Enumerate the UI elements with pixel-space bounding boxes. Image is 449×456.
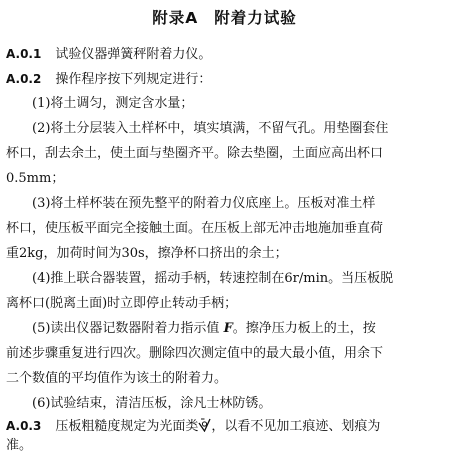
step-4-line-1: (4)推上联合器装置，摇动手柄，转速控制在6r/min。当压板脱 xyxy=(32,271,394,286)
clause-number: A.0.2 xyxy=(6,72,42,86)
clause-text: 试验仪器弹簧秤附着力仪。 xyxy=(55,47,212,62)
clause-number: A.0.3 xyxy=(6,419,42,433)
clause-text-after: ，以看不见加工痕迹、划痕为 xyxy=(211,419,381,434)
step-2-line-2: 杯口，刮去余土，使土面与垫圈齐平。除去垫圈，土面应高出杯口 xyxy=(6,146,384,161)
surface-roughness-icon xyxy=(198,418,211,432)
step-5-line-2: 前述步骤重复进行四次。删除四次测定值中的最大最小值，用余下 xyxy=(6,346,384,361)
step-1: (1)将土调匀，测定含水量； xyxy=(32,96,194,111)
clause-text: 操作程序按下列规定进行： xyxy=(55,72,212,87)
appendix-title xyxy=(0,6,449,28)
step-3-line-1: (3)将土样杯装在预先整平的附着力仪底座上。压板对准土样 xyxy=(32,196,376,211)
clause-text-before: 压板粗糙度规定为光面类 xyxy=(55,419,199,434)
clause-a02 xyxy=(6,69,211,90)
clause-a03 xyxy=(6,416,380,437)
step-3-line-3: 重2kg，加荷时间为30s，擦净杯口挤出的余土； xyxy=(6,246,288,261)
clause-a03-cont: 准。 xyxy=(6,438,33,453)
clause-a01 xyxy=(6,44,211,65)
appendix-name: 附着力试验 xyxy=(214,9,297,27)
step-5-text-before: (5)读出仪器记数器附着力指示值 xyxy=(32,321,220,336)
step-5-line-1 xyxy=(32,319,376,339)
step-6: (6)试验结束，清洁压板，涂凡士林防锈。 xyxy=(32,396,272,411)
force-symbol: F xyxy=(223,321,233,336)
step-2-line-1: (2)将土分层装入土样杯中，填实填满，不留气孔。用垫圈套住 xyxy=(32,121,389,136)
step-4-line-2: 离杯口(脱离土面)时立即停止转动手柄； xyxy=(6,296,238,311)
step-5-text-after: 。擦净压力板上的土，按 xyxy=(232,321,376,336)
step-2-line-3: 0.5mm； xyxy=(6,171,65,186)
step-5-line-3: 二个数值的平均值作为该土的附着力。 xyxy=(6,371,228,386)
step-3-line-2: 杯口，使压板平面完全接触土面。在压板上部无冲击地施加垂直荷 xyxy=(6,221,384,236)
appendix-label: 附录A xyxy=(152,9,199,27)
clause-number: A.0.1 xyxy=(6,47,42,61)
